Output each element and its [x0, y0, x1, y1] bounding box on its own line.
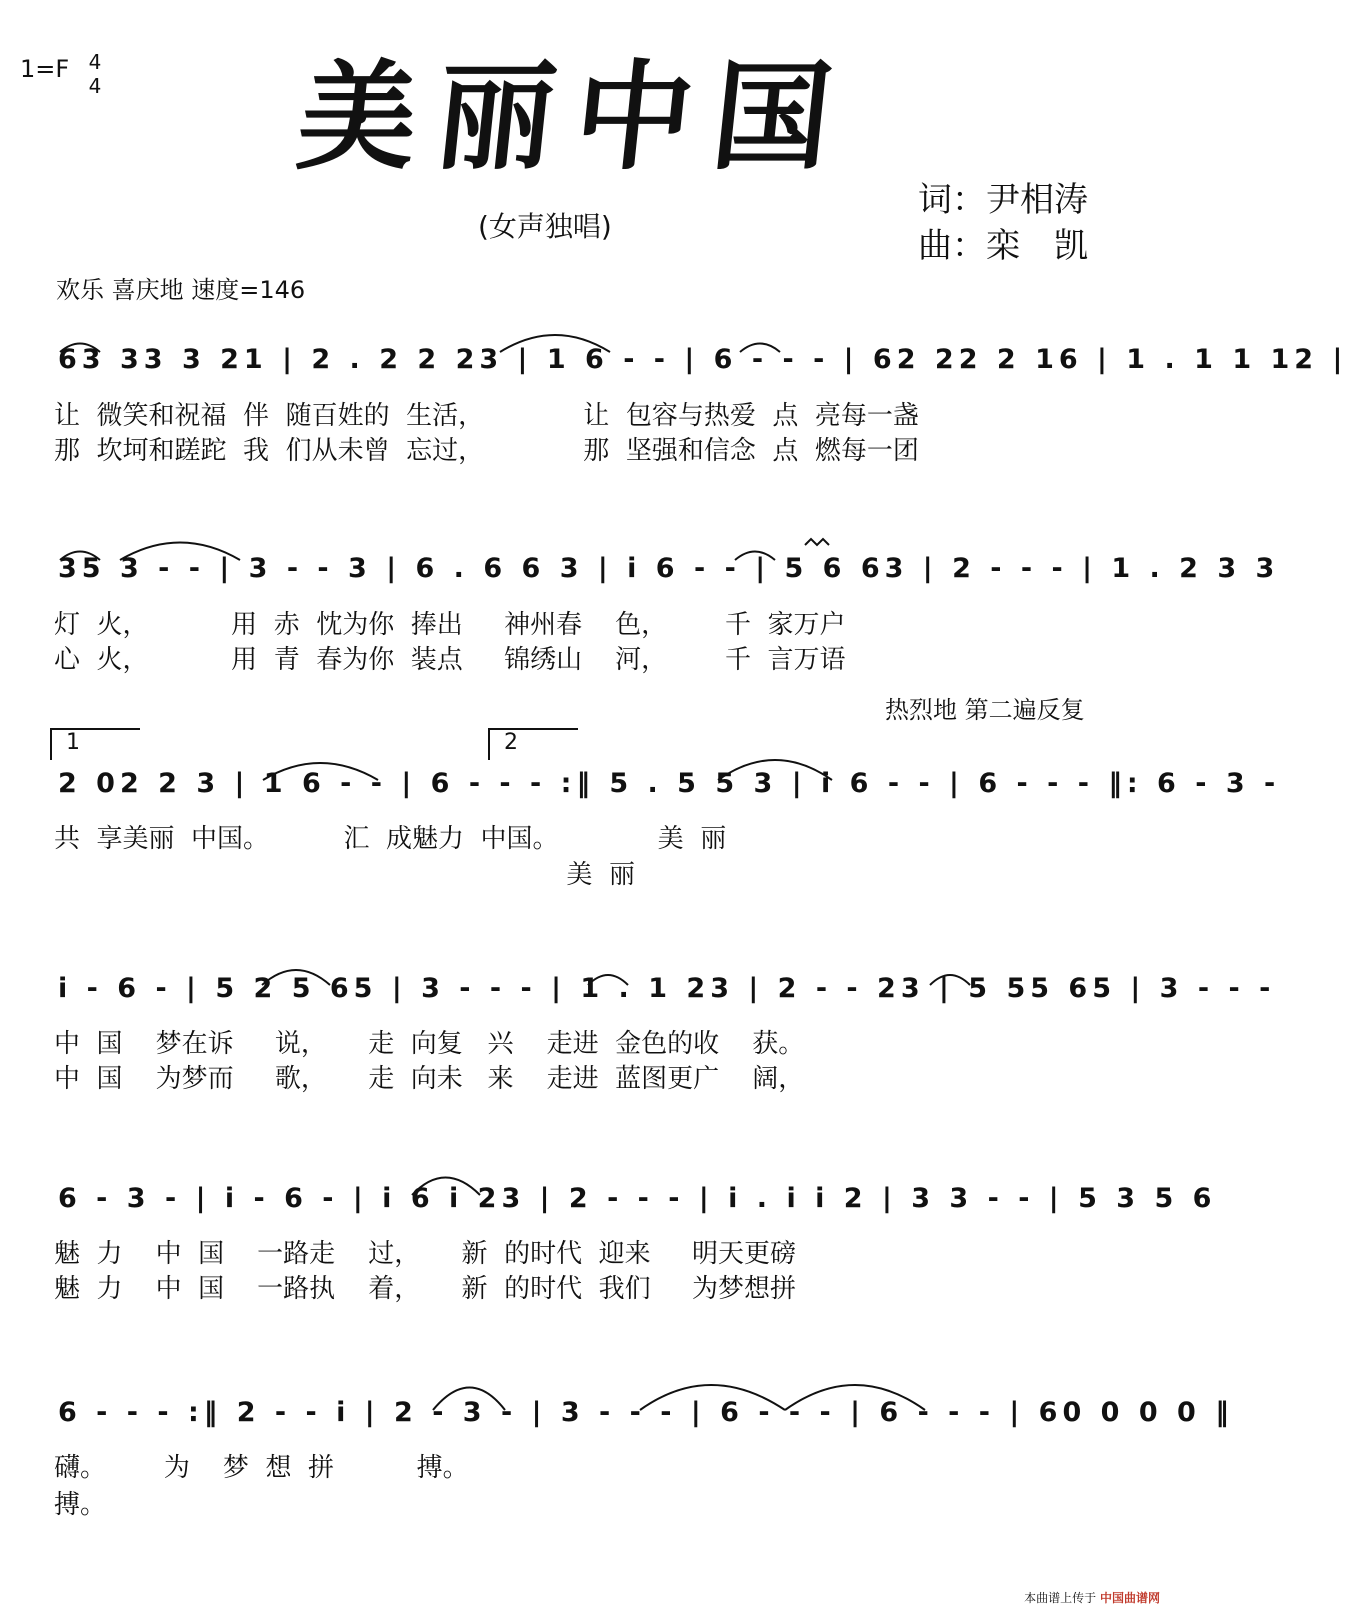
lyric-line-5a: 魅 力 中 国 一路走 过， 新 的时代 迎来 明天更磅 — [54, 1239, 796, 1269]
expression-marking: 热烈地 第二遍反复 — [885, 696, 1085, 724]
lyric-line-4b: 中 国 为梦而 歌， 走 向未 来 走进 蓝图更广 阔， — [54, 1064, 805, 1094]
site-logo-text[interactable]: 中国曲谱网 — [1099, 1591, 1160, 1605]
notation-line-5: 6 - 3 - | i - 6 - | i 6 i 23 | 2 - - - | i . i i 2 | 3 3 - - | 5 3 5 6 — [58, 1183, 1217, 1214]
volta-number-1: 1 — [66, 730, 80, 755]
lyric-line-1b: 那 坎坷和蹉跎 我 们从未曾 忘过， 那 坚强和信念 点 燃每一团 — [54, 436, 919, 466]
notation-line-4: i - 6 - | 5 2 5 65 | 3 - - - | 1 . 1 23 | 2 - - 23 | 5 55 65 | 3 - - - — [58, 973, 1276, 1004]
key-signature: 1=F — [20, 55, 70, 83]
song-subtitle: (女声独唱) — [478, 210, 612, 243]
lyricist-credit: 词：尹相涛 — [918, 180, 1088, 220]
notation-line-3: 2 02 2 3 | 1 6 - - | 6 - - - :‖ 5 . 5 5 3 | i 6 - - | 6 - - - ‖: 6 - 3 - — [58, 768, 1281, 799]
notation-line-2: 35 3 - - | 3 - - 3 | 6 . 6 6 3 | i 6 - - | 5 6 63 | 2 - - - | 1 . 2 3 3 — [58, 553, 1280, 584]
lyric-line-6b: 搏。 — [54, 1490, 107, 1520]
lyric-line-3b: 美 丽 — [54, 860, 635, 890]
composer-credit: 曲：栾 凯 — [918, 226, 1088, 266]
lyric-line-4a: 中 国 梦在诉 说， 走 向复 兴 走进 金色的收 获。 — [54, 1029, 805, 1059]
notation-line-1: 63 33 3 21 | 2 . 2 2 23 | 1 6 - - | 6 - - - | 62 22 2 16 | 1 . 1 1 12 | — [58, 344, 1347, 375]
volta-number-2: 2 — [504, 730, 518, 755]
song-title: 美丽中国 — [291, 47, 859, 186]
lyric-line-1a: 让 微笑和祝福 伴 随百姓的 生活， 让 包容与热爱 点 亮每一盏 — [54, 401, 919, 431]
lyric-line-3a: 共 享美丽 中国。 汇 成魅力 中国。 美 丽 — [54, 824, 727, 854]
lyric-line-2a: 灯 火， 用 赤 忱为你 捧出 神州春 色， 千 家万户 — [54, 610, 846, 640]
upload-note: 本曲谱上传于 — [1024, 1591, 1097, 1605]
lyric-line-5b: 魅 力 中 国 一路执 着， 新 的时代 我们 为梦想拼 — [54, 1274, 796, 1304]
lyric-line-6a: 礴。 为 梦 想 拼 搏。 — [54, 1453, 469, 1483]
tempo-marking: 欢乐 喜庆地 速度=146 — [56, 276, 306, 304]
time-signature-top: 4 — [88, 50, 102, 74]
notation-line-6: 6 - - - :‖ 2 - - i | 2 - 3 - | 3 - - - | 6 - - - | 6 - - - | 60 0 0 0 ‖ — [58, 1397, 1234, 1428]
time-signature-bottom: 4 — [88, 74, 102, 98]
footer-credit — [1024, 1589, 1160, 1606]
lyric-line-2b: 心 火， 用 青 春为你 装点 锦绣山 河， 千 言万语 — [54, 645, 846, 675]
